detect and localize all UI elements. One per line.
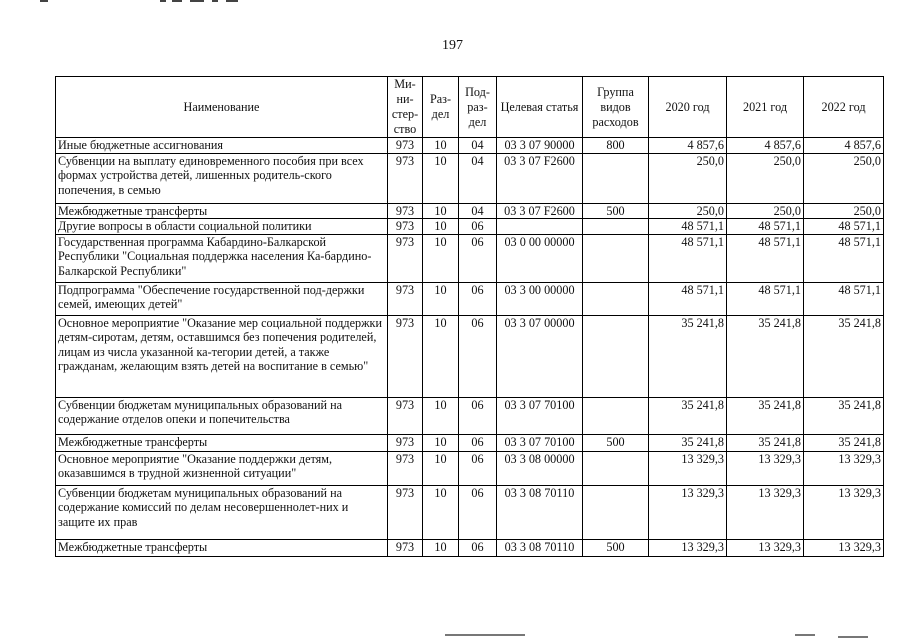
cell-2021: 13 329,3 [727, 539, 804, 556]
cell-expense-group: 500 [583, 539, 649, 556]
header-target-article: Целевая статья [497, 77, 583, 138]
cell-subsection: 06 [459, 234, 497, 282]
cell-2022: 250,0 [804, 203, 884, 219]
cell-2021: 13 329,3 [727, 485, 804, 539]
cell-ministry: 973 [388, 219, 423, 235]
cell-expense-group [583, 485, 649, 539]
cell-target-article: 03 3 07 90000 [497, 138, 583, 154]
cell-subsection: 06 [459, 485, 497, 539]
cell-2022: 48 571,1 [804, 234, 884, 282]
cell-2020: 35 241,8 [649, 315, 727, 397]
cell-2021: 48 571,1 [727, 234, 804, 282]
cell-2020: 250,0 [649, 153, 727, 203]
cell-2022: 35 241,8 [804, 315, 884, 397]
cell-2021: 250,0 [727, 153, 804, 203]
cell-ministry: 973 [388, 234, 423, 282]
cell-2021: 4 857,6 [727, 138, 804, 154]
cell-expense-group: 800 [583, 138, 649, 154]
header-section: Раз-дел [423, 77, 459, 138]
cell-target-article [497, 219, 583, 235]
header-year-2021: 2021 год [727, 77, 804, 138]
cell-name: Межбюджетные трансферты [56, 203, 388, 219]
cell-target-article: 03 3 07 00000 [497, 315, 583, 397]
cell-target-article: 03 3 07 F2600 [497, 153, 583, 203]
cell-target-article: 03 3 00 00000 [497, 282, 583, 315]
cell-2021: 35 241,8 [727, 397, 804, 434]
cell-2020: 250,0 [649, 203, 727, 219]
cell-section: 10 [423, 397, 459, 434]
cell-subsection: 06 [459, 434, 497, 451]
table-row [56, 282, 884, 315]
cell-section: 10 [423, 234, 459, 282]
cell-2020: 35 241,8 [649, 397, 727, 434]
cell-section: 10 [423, 153, 459, 203]
cell-subsection: 06 [459, 539, 497, 556]
cell-ministry: 973 [388, 539, 423, 556]
cell-target-article: 03 3 07 70100 [497, 434, 583, 451]
header-subsection: Под-раз-дел [459, 77, 497, 138]
cell-expense-group [583, 282, 649, 315]
cell-section: 10 [423, 138, 459, 154]
table-row [56, 451, 884, 485]
cell-expense-group [583, 397, 649, 434]
table-row [56, 203, 884, 219]
cell-ministry: 973 [388, 153, 423, 203]
cell-section: 10 [423, 434, 459, 451]
cell-target-article: 03 3 07 F2600 [497, 203, 583, 219]
cell-ministry: 973 [388, 397, 423, 434]
cell-name: Субвенции бюджетам муниципальных образований на содержание отделов опеки и попечительства [56, 397, 388, 434]
cell-2021: 48 571,1 [727, 219, 804, 235]
cell-name: Межбюджетные трансферты [56, 539, 388, 556]
cell-ministry: 973 [388, 138, 423, 154]
cell-2022: 250,0 [804, 153, 884, 203]
cell-target-article: 03 3 07 70100 [497, 397, 583, 434]
cell-2021: 35 241,8 [727, 434, 804, 451]
cell-subsection: 06 [459, 282, 497, 315]
cell-2020: 48 571,1 [649, 234, 727, 282]
cell-2022: 13 329,3 [804, 451, 884, 485]
cell-2021: 250,0 [727, 203, 804, 219]
table-row [56, 434, 884, 451]
cell-name: Другие вопросы в области социальной политики [56, 219, 388, 235]
cell-section: 10 [423, 282, 459, 315]
cell-2022: 48 571,1 [804, 282, 884, 315]
cell-subsection: 04 [459, 203, 497, 219]
table-row [56, 539, 884, 556]
cell-section: 10 [423, 485, 459, 539]
cell-2022: 13 329,3 [804, 485, 884, 539]
cell-name: Субвенции на выплату единовременного пособия при всех формах устройства детей, лишенных родитель-ского попечения, в семью [56, 153, 388, 203]
cell-ministry: 973 [388, 315, 423, 397]
cell-section: 10 [423, 219, 459, 235]
cell-name: Государственная программа Кабардино-Балкарской Республики "Социальная поддержка населения Ка-бардино-Балкарской Республики" [56, 234, 388, 282]
cell-expense-group [583, 315, 649, 397]
cell-expense-group [583, 153, 649, 203]
table-row [56, 234, 884, 282]
cell-subsection: 06 [459, 451, 497, 485]
cell-name: Основное мероприятие "Оказание мер социальной поддержки детям-сиротам, детям, оставшимся без попечения родителей, лицам из числа указанной ка-тегории детей, а также гражданам, желающим взять детей на воспитание в семью" [56, 315, 388, 397]
cell-subsection: 06 [459, 397, 497, 434]
cell-ministry: 973 [388, 451, 423, 485]
cell-expense-group: 500 [583, 203, 649, 219]
cell-section: 10 [423, 203, 459, 219]
cell-2020: 48 571,1 [649, 219, 727, 235]
cell-section: 10 [423, 539, 459, 556]
table-body [56, 138, 884, 557]
cell-2020: 13 329,3 [649, 451, 727, 485]
header-expense-group: Группа видов расходов [583, 77, 649, 138]
top-scan-marks [40, 0, 260, 3]
header-year-2020: 2020 год [649, 77, 727, 138]
table-header-row [56, 77, 884, 138]
cell-2020: 35 241,8 [649, 434, 727, 451]
header-name: Наименование [56, 77, 388, 138]
header-year-2022: 2022 год [804, 77, 884, 138]
table-row [56, 397, 884, 434]
cell-name: Иные бюджетные ассигнования [56, 138, 388, 154]
cell-2022: 35 241,8 [804, 397, 884, 434]
cell-target-article: 03 3 08 70110 [497, 485, 583, 539]
cell-2020: 13 329,3 [649, 539, 727, 556]
cell-subsection: 06 [459, 219, 497, 235]
table-row [56, 315, 884, 397]
cell-2020: 4 857,6 [649, 138, 727, 154]
cell-name: Субвенции бюджетам муниципальных образований на содержание комиссий по делам несовершеннолет-них и защите их прав [56, 485, 388, 539]
cell-section: 10 [423, 315, 459, 397]
cell-name: Основное мероприятие "Оказание поддержки детям, оказавшимся в трудной жизненной ситуации" [56, 451, 388, 485]
table-row [56, 153, 884, 203]
cell-2021: 35 241,8 [727, 315, 804, 397]
cell-2022: 13 329,3 [804, 539, 884, 556]
cell-name: Межбюджетные трансферты [56, 434, 388, 451]
cell-ministry: 973 [388, 203, 423, 219]
cell-2022: 35 241,8 [804, 434, 884, 451]
cell-2022: 48 571,1 [804, 219, 884, 235]
table-row [56, 138, 884, 154]
cell-2021: 48 571,1 [727, 282, 804, 315]
cell-subsection: 04 [459, 138, 497, 154]
cell-target-article: 03 0 00 00000 [497, 234, 583, 282]
cell-section: 10 [423, 451, 459, 485]
cell-ministry: 973 [388, 282, 423, 315]
table-row [56, 485, 884, 539]
cell-expense-group [583, 219, 649, 235]
header-ministry: Ми-ни-стер-ство [388, 77, 423, 138]
cell-target-article: 03 3 08 00000 [497, 451, 583, 485]
cell-2022: 4 857,6 [804, 138, 884, 154]
bottom-scan-marks [0, 632, 905, 640]
cell-name: Подпрограмма "Обеспечение государственной под-держки семей, имеющих детей" [56, 282, 388, 315]
cell-subsection: 04 [459, 153, 497, 203]
cell-expense-group [583, 234, 649, 282]
cell-expense-group: 500 [583, 434, 649, 451]
cell-ministry: 973 [388, 485, 423, 539]
cell-2021: 13 329,3 [727, 451, 804, 485]
cell-expense-group [583, 451, 649, 485]
cell-subsection: 06 [459, 315, 497, 397]
cell-target-article: 03 3 08 70110 [497, 539, 583, 556]
cell-2020: 13 329,3 [649, 485, 727, 539]
cell-2020: 48 571,1 [649, 282, 727, 315]
page-number: 197 [442, 38, 463, 53]
table-row [56, 219, 884, 235]
cell-ministry: 973 [388, 434, 423, 451]
budget-table [55, 76, 884, 557]
